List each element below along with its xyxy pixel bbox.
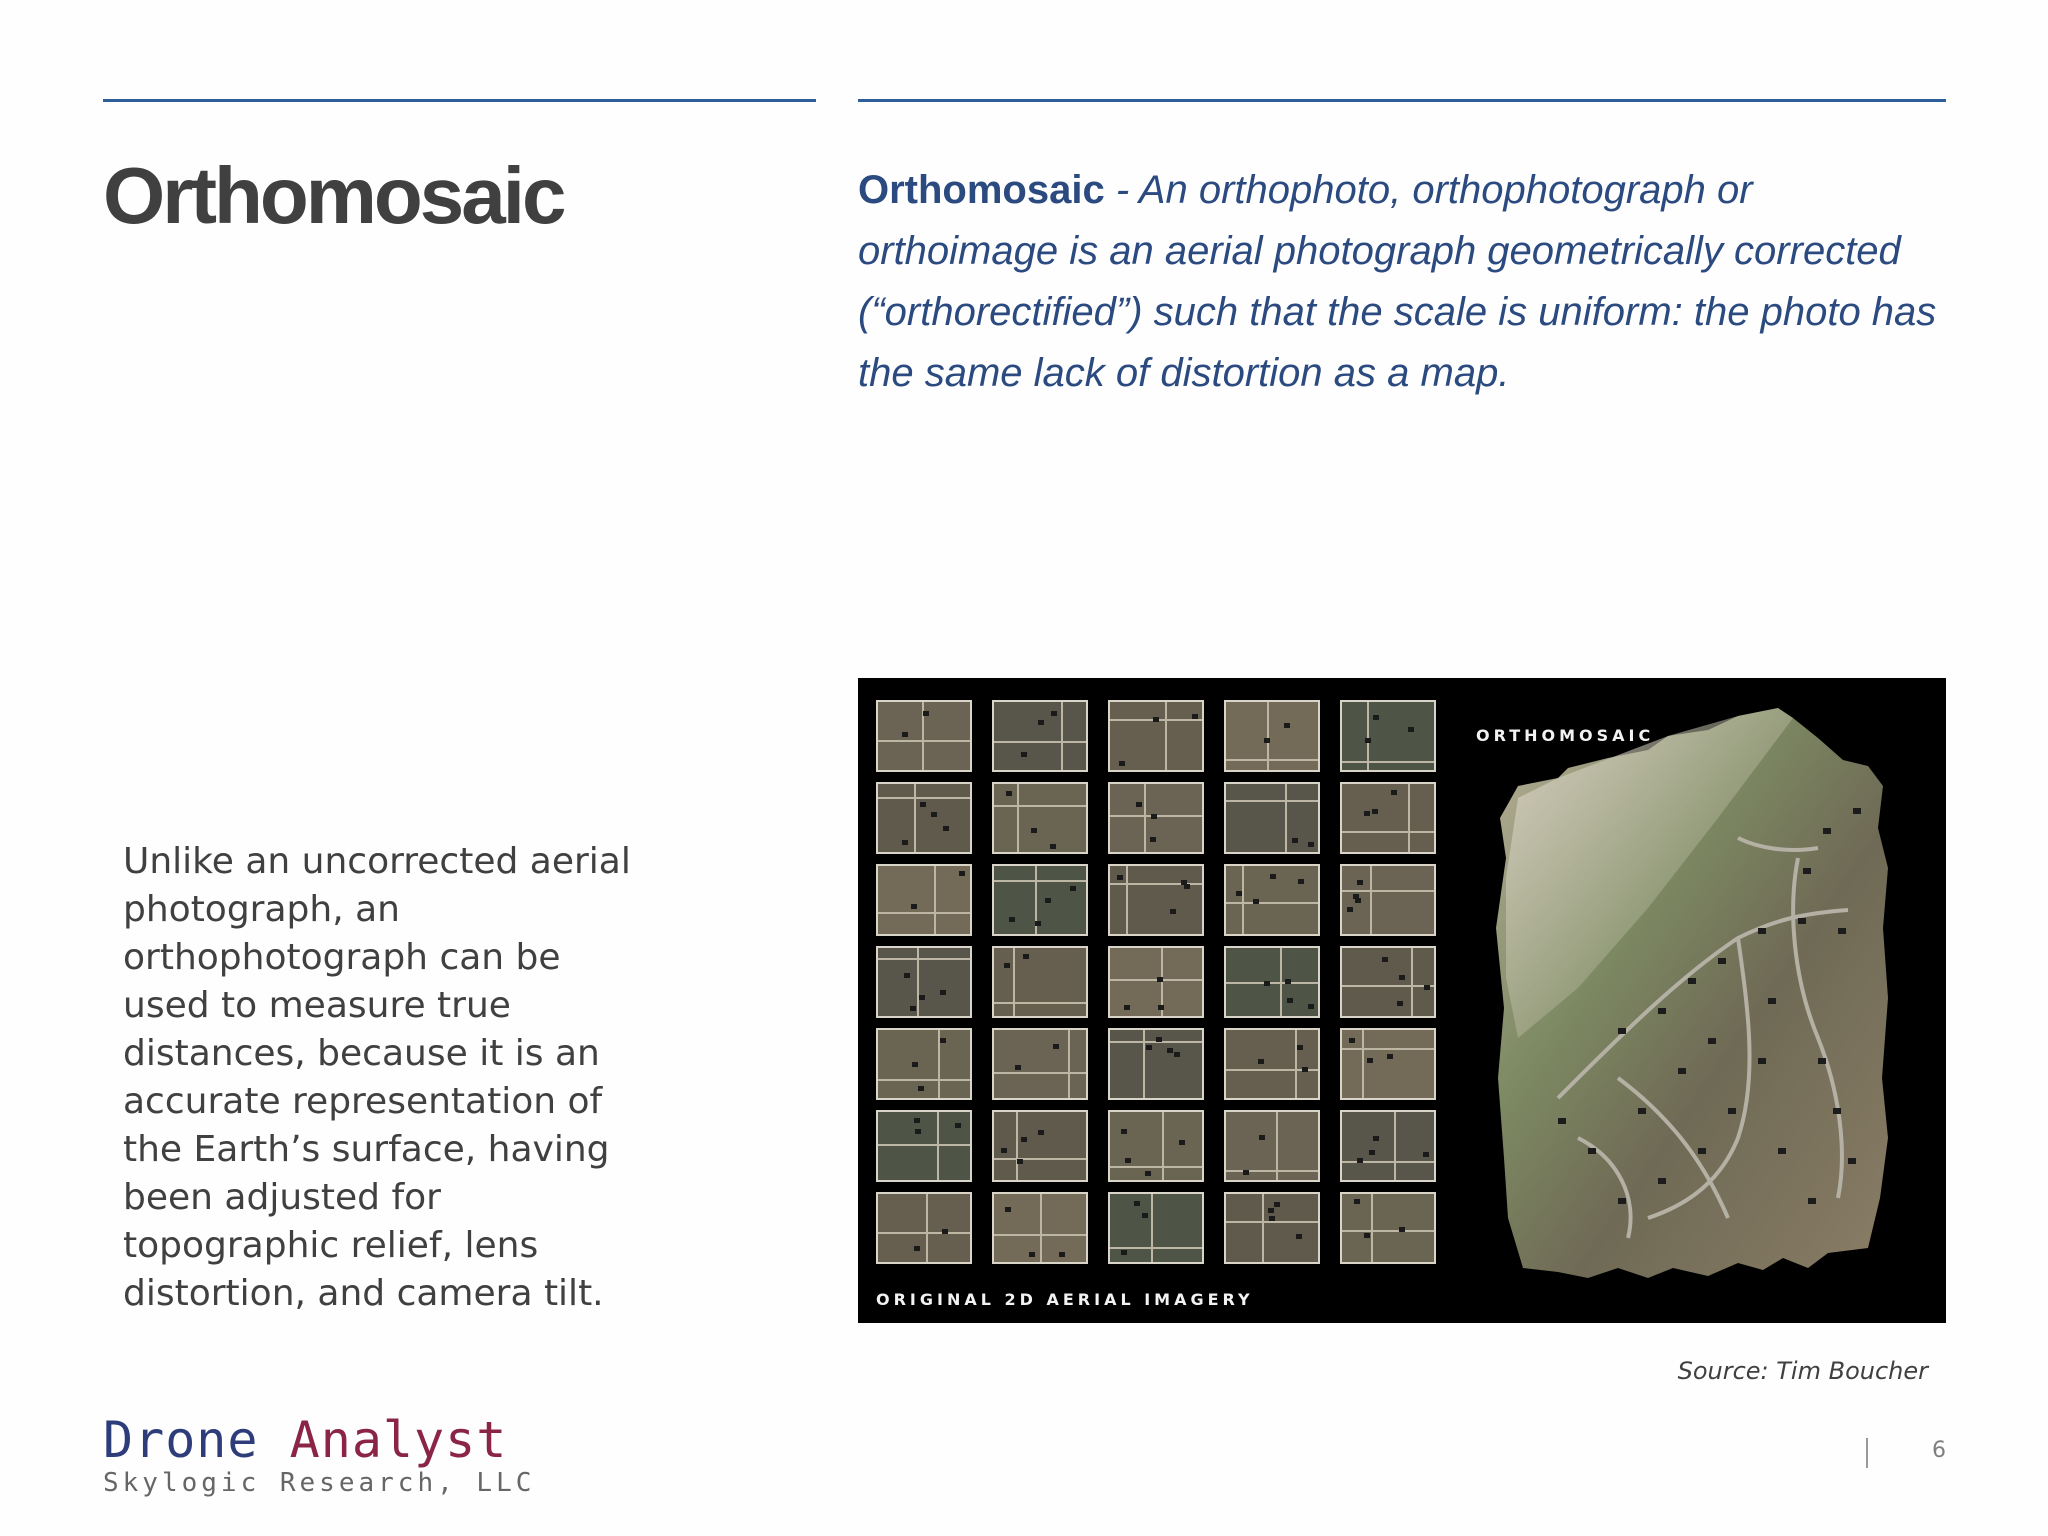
page-number: 6: [1932, 1438, 1946, 1463]
original-imagery-label: ORIGINAL 2D AERIAL IMAGERY: [876, 1290, 1254, 1309]
orthomosaic-figure: [858, 678, 1946, 1323]
logo-word-analyst: Analyst: [289, 1411, 508, 1469]
source-credit: Source: Tim Boucher: [1677, 1357, 1928, 1385]
definition-body: - An orthophoto, orthophotograph or orthoimage is an aerial photograph geometrically corrected (“orthorectified”) such that the scale is uniform: the photo has the same lack of distortion as a map.: [858, 168, 1937, 395]
definition-text: [858, 160, 1958, 404]
header-rule-right: [858, 99, 1946, 102]
page-number-separator: [1866, 1438, 1868, 1468]
logo-word-drone: Drone: [103, 1411, 259, 1469]
orthomosaic-map-image: [858, 678, 1946, 1323]
definition-term: Orthomosaic: [858, 168, 1105, 212]
header-rule-left: [103, 99, 816, 102]
slide-title: Orthomosaic: [103, 151, 564, 240]
logo-subtitle: Skylogic Research, LLC: [103, 1468, 536, 1498]
body-paragraph: Unlike an uncorrected aerial photograph, an orthophotograph can be used to measure true distances, because it is an accurate representation of the Earth’s surface, having been adjusted for topographic relief, lens distortion, and camera tilt.: [123, 841, 631, 1314]
orthomosaic-label: ORTHOMOSAIC: [1476, 726, 1655, 745]
drone-analyst-logo: [103, 1411, 536, 1498]
